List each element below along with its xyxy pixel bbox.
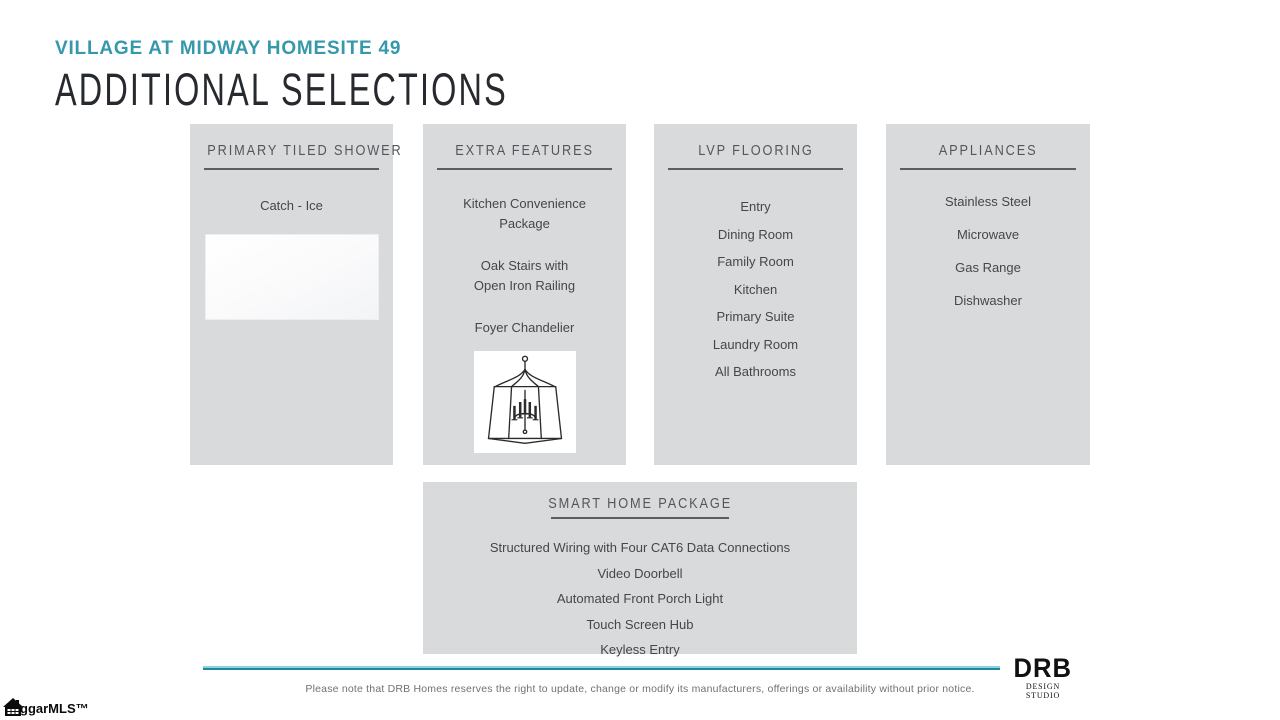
card-title: APPLIANCES	[938, 142, 1038, 159]
list-item: Kitchen Convenience Package	[463, 196, 586, 231]
card-title: PRIMARY TILED SHOWER	[207, 142, 403, 159]
list-item: Dishwasher	[954, 293, 1022, 308]
card-title-underline	[668, 168, 843, 170]
list-item: Laundry Room	[712, 336, 799, 352]
list-item: Automated Front Porch Light	[556, 591, 724, 606]
card-title-underline	[204, 168, 379, 170]
list-item: Kitchen	[733, 281, 778, 297]
drb-logo-text: DRB	[1013, 653, 1073, 683]
list-item: Foyer Chandelier	[474, 320, 575, 335]
chandelier-image	[474, 351, 576, 453]
card-title: LVP FLOORING	[697, 142, 814, 159]
card-title-underline	[900, 168, 1076, 170]
list-item: Keyless Entry	[600, 642, 680, 657]
card-primary-tiled-shower	[190, 124, 403, 465]
card-title: EXTRA FEATURES	[455, 142, 594, 159]
list-item: Dining Room	[717, 226, 794, 242]
card-lvp-flooring	[654, 124, 857, 465]
card-title: SMART HOME PACKAGE	[548, 495, 732, 512]
list-item: Touch Screen Hub	[586, 616, 694, 632]
disclaimer-text: Please note that DRB Homes reserves the right to update, change or modify its manufacturers, offerings or availability without prior notice.	[305, 683, 975, 695]
header	[55, 38, 684, 116]
card-appliances	[886, 124, 1090, 465]
list-item: Primary Suite	[716, 309, 795, 324]
watermark-text: ggarMLS™	[20, 700, 89, 716]
card-smart-home-package	[423, 482, 857, 657]
list-item: Catch - Ice	[260, 198, 323, 213]
card-title-underline	[437, 168, 612, 170]
card-extra-features	[423, 124, 626, 465]
page-title: ADDITIONAL SELECTIONS	[55, 64, 508, 115]
mls-watermark	[2, 697, 89, 719]
list-item: All Bathrooms	[715, 364, 796, 379]
list-item: Family Room	[717, 254, 794, 269]
drb-design-studio-logo	[1008, 654, 1078, 700]
list-item: Video Doorbell	[597, 565, 683, 581]
card-title-underline	[551, 517, 729, 519]
list-item: Stainless Steel	[945, 194, 1031, 209]
list-item: Microwave	[956, 227, 1020, 242]
list-item: Entry	[740, 199, 771, 214]
list-item: Oak Stairs with Open Iron Railing	[473, 258, 576, 293]
footer-divider	[203, 666, 1000, 670]
list-item: Structured Wiring with Four CAT6 Data Connections	[489, 540, 791, 555]
list-item: Gas Range	[955, 260, 1021, 275]
drb-logo-subtext: DESIGN STUDIO	[1025, 682, 1061, 700]
community-subtitle: VILLAGE AT MIDWAY HOMESITE 49	[55, 38, 402, 59]
tile-swatch-image	[205, 234, 379, 320]
chandelier-drawing	[477, 354, 573, 450]
